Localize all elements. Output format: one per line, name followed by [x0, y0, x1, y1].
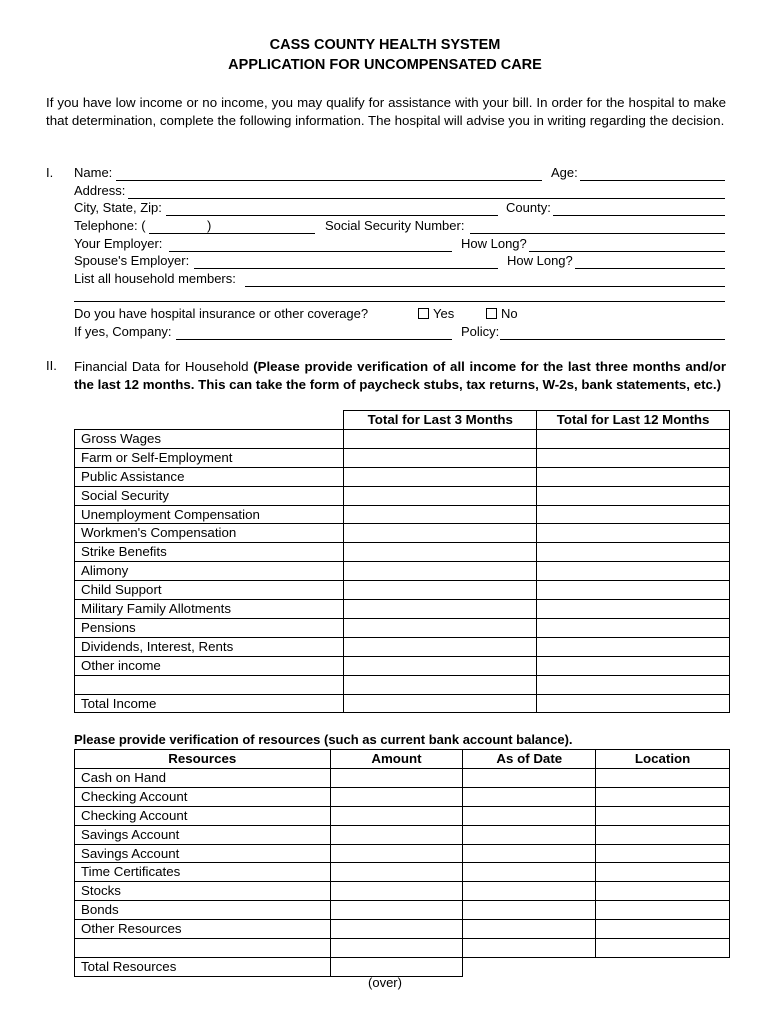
header-amount: Amount	[330, 750, 463, 769]
no-label: No	[501, 306, 518, 321]
resource-amount-cell[interactable]	[330, 768, 463, 787]
resource-date-cell[interactable]	[463, 901, 596, 920]
name-field[interactable]	[116, 180, 542, 181]
how-long-field[interactable]	[529, 251, 725, 252]
resource-amount-cell[interactable]	[330, 882, 463, 901]
header-3-months: Total for Last 3 Months	[344, 411, 537, 430]
income-3-month-cell[interactable]	[344, 543, 537, 562]
resource-row	[75, 920, 730, 939]
income-12-month-cell[interactable]	[537, 429, 730, 448]
income-header-blank	[75, 411, 344, 430]
income-label: Strike Benefits	[75, 543, 344, 562]
policy-label: Policy:	[461, 324, 500, 339]
city-label: City, State, Zip:	[74, 200, 162, 215]
resource-row	[75, 787, 730, 806]
income-3-month-cell[interactable]	[344, 562, 537, 581]
income-12-month-cell[interactable]	[537, 524, 730, 543]
household-field[interactable]	[245, 286, 725, 287]
resource-label: Savings Account	[75, 825, 331, 844]
employer-field[interactable]	[169, 251, 452, 252]
financial-instructions	[74, 358, 726, 393]
intro-paragraph: If you have low income or no income, you may qualify for assistance with your bill. In order for the hospital to make that determination, complete the following information. The hospital will advise you in writing regarding the decision.	[46, 95, 726, 128]
income-3-month-cell[interactable]	[344, 656, 537, 675]
how-long-2-field[interactable]	[575, 268, 725, 269]
company-label: If yes, Company:	[74, 324, 172, 339]
telephone-label: Telephone: (	[74, 218, 146, 233]
resource-date-cell[interactable]	[463, 787, 596, 806]
address-field[interactable]	[128, 198, 725, 199]
resource-date-cell[interactable]	[463, 768, 596, 787]
income-3-month-cell[interactable]	[344, 486, 537, 505]
resource-label: Stocks	[75, 882, 331, 901]
income-row	[75, 562, 730, 581]
resource-label: Checking Account	[75, 806, 331, 825]
resource-label: Checking Account	[75, 787, 331, 806]
resource-label	[75, 939, 331, 958]
income-row	[75, 448, 730, 467]
resource-location-cell[interactable]	[596, 806, 730, 825]
income-3-month-cell[interactable]	[344, 429, 537, 448]
income-3-month-cell[interactable]	[344, 448, 537, 467]
age-label: Age:	[551, 165, 578, 180]
resource-date-cell[interactable]	[463, 825, 596, 844]
resource-amount-cell[interactable]	[330, 787, 463, 806]
income-row	[75, 637, 730, 656]
income-row	[75, 656, 730, 675]
income-3-month-cell[interactable]	[344, 600, 537, 619]
resource-location-cell[interactable]	[596, 825, 730, 844]
income-3-month-cell[interactable]	[344, 524, 537, 543]
income-12-month-cell[interactable]	[537, 486, 730, 505]
over-note: (over)	[368, 975, 402, 990]
income-12-month-cell[interactable]	[537, 543, 730, 562]
resource-row	[75, 844, 730, 863]
income-label: Gross Wages	[75, 429, 344, 448]
employer-label: Your Employer:	[74, 236, 163, 251]
resource-location-cell[interactable]	[596, 939, 730, 958]
income-label: Social Security	[75, 486, 344, 505]
income-3-month-cell[interactable]	[344, 618, 537, 637]
income-label: Alimony	[75, 562, 344, 581]
spouse-employer-field[interactable]	[194, 268, 498, 269]
company-field[interactable]	[176, 339, 452, 340]
resource-date-cell[interactable]	[463, 806, 596, 825]
header-location: Location	[596, 750, 730, 769]
resource-row	[75, 939, 730, 958]
resource-amount-cell[interactable]	[330, 825, 463, 844]
no-checkbox[interactable]	[486, 308, 497, 319]
resource-date-cell[interactable]	[463, 882, 596, 901]
section-2-number: II.	[46, 358, 57, 373]
income-3-month-cell[interactable]	[344, 694, 537, 713]
resource-location-cell[interactable]	[596, 920, 730, 939]
resource-date-cell[interactable]	[463, 920, 596, 939]
form-title: CASS COUNTY HEALTH SYSTEM	[269, 37, 501, 53]
resource-amount-cell[interactable]	[330, 901, 463, 920]
insurance-question: Do you have hospital insurance or other coverage?	[74, 306, 369, 321]
telephone-field[interactable]	[149, 233, 315, 234]
resource-label: Bonds	[75, 901, 331, 920]
resource-location-cell[interactable]	[596, 882, 730, 901]
yes-checkbox[interactable]	[418, 308, 429, 319]
income-12-month-cell[interactable]	[537, 505, 730, 524]
income-12-month-cell[interactable]	[537, 467, 730, 486]
header-as-of-date: As of Date	[463, 750, 596, 769]
income-12-month-cell[interactable]	[537, 656, 730, 675]
how-long-label: How Long?	[461, 236, 527, 251]
resource-amount-cell[interactable]	[330, 863, 463, 882]
income-row	[75, 467, 730, 486]
income-12-month-cell[interactable]	[537, 637, 730, 656]
policy-field[interactable]	[500, 339, 725, 340]
income-label: Farm or Self-Employment	[75, 448, 344, 467]
county-field[interactable]	[553, 215, 725, 216]
yes-option[interactable]	[418, 306, 454, 321]
income-row	[75, 543, 730, 562]
header-resources: Resources	[75, 750, 331, 769]
income-3-month-cell[interactable]	[344, 637, 537, 656]
income-label: Pensions	[75, 618, 344, 637]
income-3-month-cell[interactable]	[344, 675, 537, 694]
resource-label: Cash on Hand	[75, 768, 331, 787]
income-row	[75, 600, 730, 619]
resource-amount-cell[interactable]	[330, 939, 463, 958]
resource-row	[75, 825, 730, 844]
how-long-2-label: How Long?	[507, 253, 573, 268]
header-12-months: Total for Last 12 Months	[537, 411, 730, 430]
resource-row	[75, 957, 730, 976]
resources-note: Please provide verification of resources (such as current bank account balance).	[74, 732, 573, 747]
resources-table	[74, 749, 730, 977]
resource-date-cell[interactable]	[463, 863, 596, 882]
income-label	[75, 675, 344, 694]
income-row	[75, 694, 730, 713]
yes-label: Yes	[433, 306, 455, 321]
resource-amount-cell[interactable]	[330, 844, 463, 863]
resource-label: Time Certificates	[75, 863, 331, 882]
income-12-month-cell[interactable]	[537, 562, 730, 581]
resource-location-cell[interactable]	[596, 901, 730, 920]
income-row	[75, 505, 730, 524]
income-row	[75, 675, 730, 694]
resource-label: Savings Account	[75, 844, 331, 863]
income-table	[74, 410, 730, 713]
county-label: County:	[506, 200, 551, 215]
income-label: Unemployment Compensation	[75, 505, 344, 524]
resource-row	[75, 806, 730, 825]
resource-row	[75, 882, 730, 901]
income-label: Total Income	[75, 694, 344, 713]
income-row	[75, 524, 730, 543]
age-field[interactable]	[580, 180, 725, 181]
resource-location-cell[interactable]	[596, 863, 730, 882]
income-row	[75, 429, 730, 448]
resource-location-cell[interactable]	[596, 844, 730, 863]
resource-label: Other Resources	[75, 920, 331, 939]
income-3-month-cell[interactable]	[344, 581, 537, 600]
resource-label: Total Resources	[75, 957, 331, 976]
resource-row	[75, 863, 730, 882]
income-label: Military Family Allotments	[75, 600, 344, 619]
resource-location-cell[interactable]	[596, 787, 730, 806]
resource-row	[75, 901, 730, 920]
household-field-2[interactable]	[74, 301, 725, 302]
income-12-month-cell[interactable]	[537, 448, 730, 467]
address-label: Address:	[74, 183, 126, 198]
income-label: Dividends, Interest, Rents	[75, 637, 344, 656]
income-row	[75, 618, 730, 637]
resource-amount-cell[interactable]	[330, 957, 463, 976]
resource-date-cell	[463, 957, 596, 976]
income-label: Workmen's Compensation	[75, 524, 344, 543]
no-option[interactable]	[486, 306, 518, 321]
ssn-label: Social Security Number:	[325, 218, 465, 233]
telephone-paren: )	[207, 218, 212, 233]
income-label: Child Support	[75, 581, 344, 600]
resource-date-cell[interactable]	[463, 939, 596, 958]
resource-date-cell[interactable]	[463, 844, 596, 863]
income-12-month-cell[interactable]	[537, 581, 730, 600]
income-12-month-cell[interactable]	[537, 600, 730, 619]
financial-note: (Please provide verification of all income for the last three months and/or the last 12 months. This can take the form of paycheck stubs, tax returns, W-2s, bank statements, etc.)	[74, 359, 726, 392]
form-subtitle: APPLICATION FOR UNCOMPENSATED CARE	[228, 57, 542, 73]
household-label: List all household members:	[74, 271, 236, 286]
ssn-field[interactable]	[470, 233, 725, 234]
income-row	[75, 581, 730, 600]
name-label: Name:	[74, 165, 113, 180]
income-12-month-cell[interactable]	[537, 618, 730, 637]
spouse-employer-label: Spouse's Employer:	[74, 253, 190, 268]
section-1-number: I.	[46, 165, 54, 180]
financial-lead: Financial Data for Household	[74, 359, 254, 374]
income-label: Other income	[75, 656, 344, 675]
income-row	[75, 486, 730, 505]
income-3-month-cell[interactable]	[344, 467, 537, 486]
city-field[interactable]	[166, 215, 498, 216]
resource-amount-cell[interactable]	[330, 806, 463, 825]
resource-amount-cell[interactable]	[330, 920, 463, 939]
income-12-month-cell[interactable]	[537, 694, 730, 713]
income-3-month-cell[interactable]	[344, 505, 537, 524]
income-12-month-cell[interactable]	[537, 675, 730, 694]
resource-row	[75, 768, 730, 787]
resource-location-cell	[596, 957, 730, 976]
resource-location-cell[interactable]	[596, 768, 730, 787]
income-label: Public Assistance	[75, 467, 344, 486]
